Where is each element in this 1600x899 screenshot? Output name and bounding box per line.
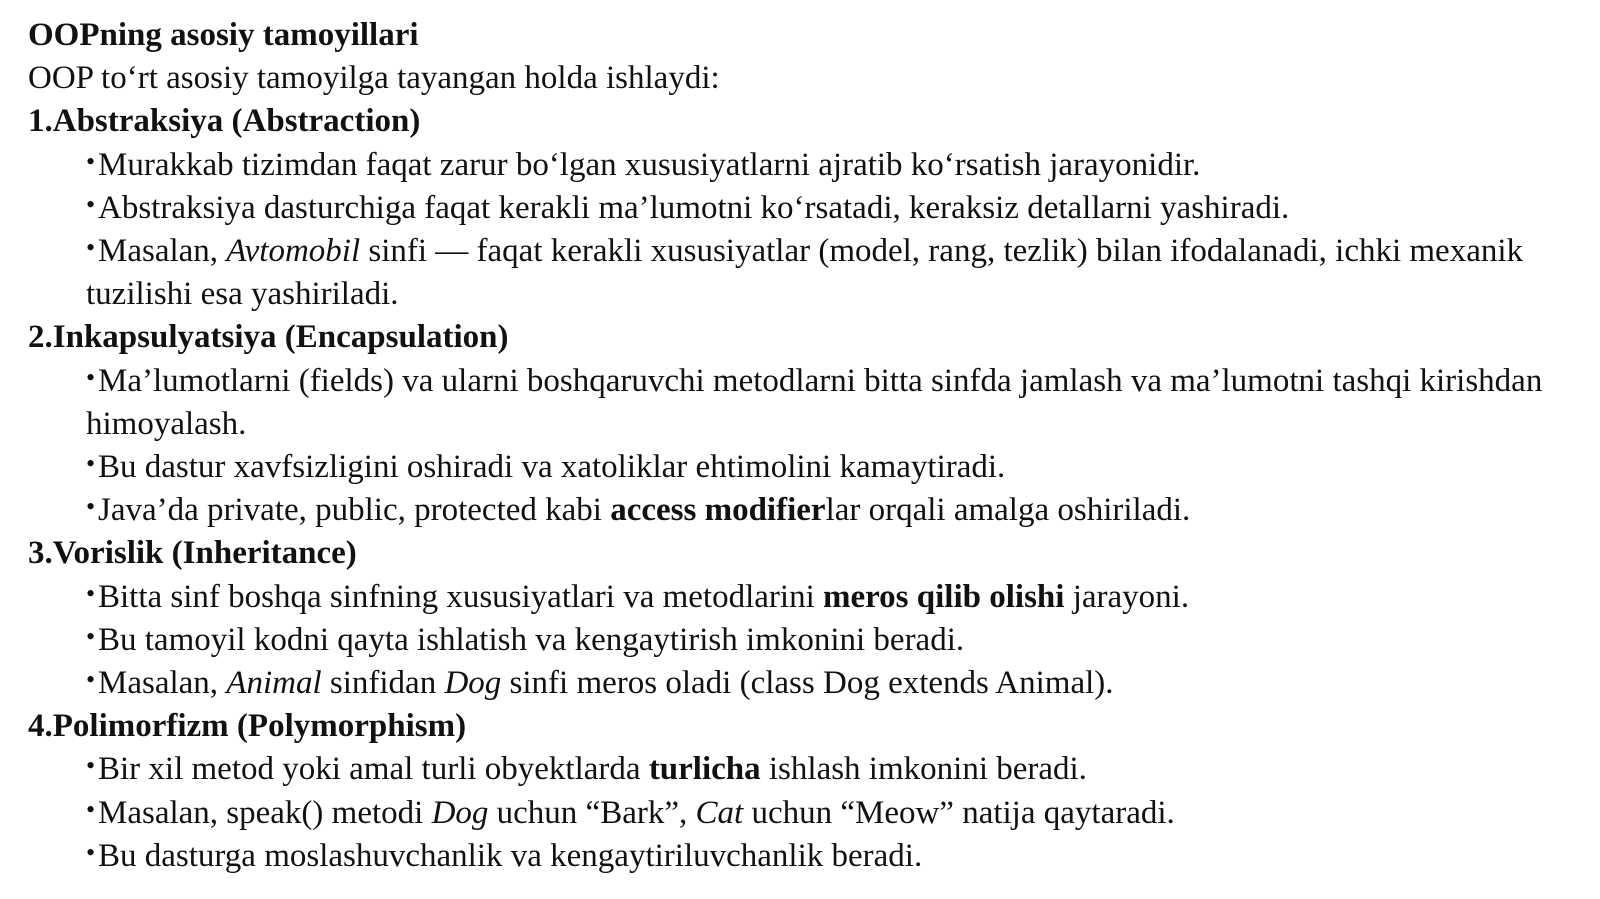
emphasis-text: Cat xyxy=(695,794,744,831)
bullet-item xyxy=(28,748,1580,791)
bullet-dot: • xyxy=(86,621,96,651)
section-heading-abstraction: 1.Abstraksiya (Abstraction) xyxy=(28,103,421,140)
bullet-dot: • xyxy=(86,578,96,608)
bullet-text: Bir xil metod yoki amal turli obyektlarda turlicha ishlash imkonini beradi. xyxy=(98,751,1087,788)
bullet-item xyxy=(28,792,1580,835)
bullet-text: Murakkab tizimdan faqat zarur bo‘lgan xususiyatlarni ajratib ko‘rsatish jarayonidir. xyxy=(98,146,1201,183)
bullet-item xyxy=(28,360,1580,446)
bullet-item xyxy=(28,619,1580,662)
bullet-item xyxy=(28,187,1580,230)
bold-term: meros qilib olishi xyxy=(823,578,1065,615)
bold-term: access modifier xyxy=(610,492,826,529)
bullet-item xyxy=(28,489,1580,532)
section-heading-inheritance: 3.Vorislik (Inheritance) xyxy=(28,535,357,572)
bullet-dot: • xyxy=(86,837,96,867)
bullet-item xyxy=(28,835,1580,878)
bullet-text: Bu dastur xavfsizligini oshiradi va xatoliklar ehtimolini kamaytiradi. xyxy=(98,449,1006,486)
bullet-item xyxy=(28,576,1580,619)
bullet-item xyxy=(28,446,1580,489)
bullet-item xyxy=(28,230,1580,316)
bullet-dot: • xyxy=(86,449,96,479)
bullet-text: Java’da private, public, protected kabi access modifierlar orqali amalga oshiriladi. xyxy=(98,492,1191,529)
intro-text: OOP to‘rt asosiy tamoyilga tayangan holda ishlaydi: xyxy=(28,60,720,97)
bullet-text: Bu tamoyil kodni qayta ishlatish va kengaytirish imkonini beradi. xyxy=(98,621,965,658)
emphasis-text: Animal xyxy=(226,665,322,702)
bullet-text: Masalan, Animal sinfidan Dog sinfi meros oladi (class Dog extends Animal). xyxy=(98,665,1114,702)
bullet-dot: • xyxy=(86,233,96,263)
bullet-dot: • xyxy=(86,492,96,522)
bullet-dot: • xyxy=(86,362,96,392)
bullet-item xyxy=(28,662,1580,705)
bullet-text: Bitta sinf boshqa sinfning xususiyatlari va metodlarini meros qilib olishi jarayoni. xyxy=(98,578,1190,615)
emphasis-text: Avtomobil xyxy=(226,233,361,270)
bullet-dot: • xyxy=(86,146,96,176)
emphasis-text: Dog xyxy=(444,665,502,702)
bullet-dot: • xyxy=(86,794,96,824)
bullet-text: Bu dasturga moslashuvchanlik va kengaytiriluvchanlik beradi. xyxy=(98,837,923,874)
bullet-text: Abstraksiya dasturchiga faqat kerakli ma’lumotni ko‘rsatadi, keraksiz detallarni yashiradi. xyxy=(98,189,1290,226)
bullet-text: Ma’lumotlarni (fields) va ularni boshqaruvchi metodlarni bitta sinfda jamlash va ma’lumotni tashqi kirishdan himoyalash. xyxy=(86,362,1543,442)
bullet-text: Masalan, Avtomobil sinfi — faqat kerakli xususiyatlar (model, rang, tezlik) bilan ifodalanadi, ichki mexanik tuzilishi esa yashiriladi. xyxy=(86,233,1524,313)
emphasis-text: Dog xyxy=(431,794,489,831)
slide-title: OOPning asosiy tamoyillari xyxy=(28,17,419,53)
bullet-text: Masalan, speak() metodi Dog uchun “Bark”, Cat uchun “Meow” natija qaytaradi. xyxy=(98,794,1175,831)
bullet-item xyxy=(28,144,1580,187)
bullet-dot: • xyxy=(86,751,96,781)
bullet-dot: • xyxy=(86,189,96,219)
section-heading-encapsulation: 2.Inkapsulyatsiya (Encapsulation) xyxy=(28,319,509,356)
bold-term: turlicha xyxy=(648,751,761,788)
section-heading-polymorphism: 4.Polimorfizm (Polymorphism) xyxy=(28,708,467,745)
bullet-dot: • xyxy=(86,665,96,695)
